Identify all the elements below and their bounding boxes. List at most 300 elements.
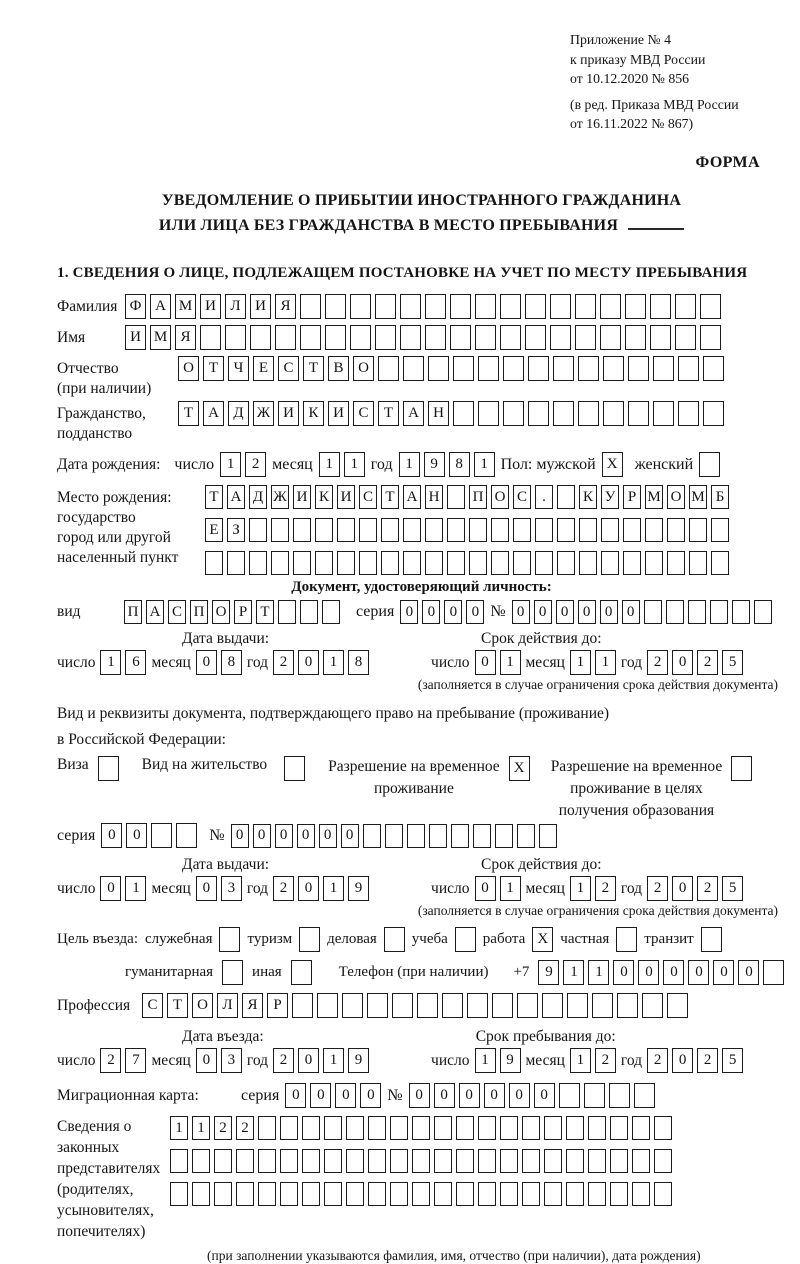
char-cell[interactable] [550, 325, 571, 350]
char-cell[interactable] [403, 518, 421, 542]
char-cell[interactable]: Д [228, 401, 249, 426]
char-cell[interactable]: 1 [100, 650, 121, 675]
char-cell[interactable] [271, 551, 289, 575]
char-cell[interactable] [588, 1116, 606, 1140]
char-cell[interactable] [623, 551, 641, 575]
char-cell[interactable] [542, 993, 563, 1018]
char-cell[interactable]: 1 [323, 1048, 344, 1073]
char-cell[interactable] [425, 294, 446, 319]
char-cell[interactable] [368, 1149, 386, 1173]
char-cell[interactable] [675, 325, 696, 350]
char-cell[interactable] [650, 294, 671, 319]
char-cell[interactable]: 2 [647, 876, 668, 901]
char-cell[interactable] [434, 1182, 452, 1206]
char-cell[interactable]: 0 [672, 650, 693, 675]
char-cell[interactable] [322, 600, 340, 624]
char-cell[interactable]: Т [203, 356, 224, 381]
checkbox-cell[interactable]: X [509, 756, 530, 781]
char-cell[interactable] [703, 356, 724, 381]
char-cell[interactable] [346, 1182, 364, 1206]
char-cell[interactable] [625, 294, 646, 319]
char-cell[interactable] [632, 1149, 650, 1173]
char-cell[interactable]: П [124, 600, 142, 624]
char-cell[interactable]: 0 [409, 1083, 430, 1108]
char-cell[interactable] [302, 1116, 320, 1140]
char-cell[interactable] [192, 1149, 210, 1173]
char-cell[interactable] [500, 325, 521, 350]
char-cell[interactable]: 2 [647, 650, 668, 675]
char-cell[interactable] [473, 824, 491, 848]
char-cell[interactable] [469, 551, 487, 575]
char-cell[interactable]: 1 [125, 876, 146, 901]
char-cell[interactable]: 1 [570, 876, 591, 901]
char-cell[interactable]: 0 [613, 960, 634, 985]
char-cell[interactable]: Б [711, 485, 729, 509]
checkbox-cell[interactable] [731, 756, 752, 781]
char-cell[interactable]: 1 [170, 1116, 188, 1140]
char-cell[interactable] [425, 325, 446, 350]
char-cell[interactable] [447, 551, 465, 575]
char-cell[interactable]: С [168, 600, 186, 624]
checkbox-cell[interactable] [284, 756, 305, 781]
char-cell[interactable]: 0 [298, 1048, 319, 1073]
char-cell[interactable] [553, 401, 574, 426]
char-cell[interactable]: А [203, 401, 224, 426]
char-cell[interactable]: 0 [297, 824, 315, 848]
char-cell[interactable]: С [359, 485, 377, 509]
char-cell[interactable] [317, 993, 338, 1018]
char-cell[interactable]: 9 [500, 1048, 521, 1073]
char-cell[interactable]: Р [234, 600, 252, 624]
char-cell[interactable]: 1 [500, 876, 521, 901]
char-cell[interactable]: 1 [500, 650, 521, 675]
char-cell[interactable] [450, 294, 471, 319]
char-cell[interactable] [478, 1149, 496, 1173]
char-cell[interactable] [407, 824, 425, 848]
char-cell[interactable] [544, 1149, 562, 1173]
char-cell[interactable] [475, 294, 496, 319]
checkbox-cell[interactable] [98, 756, 119, 781]
char-cell[interactable] [645, 518, 663, 542]
char-cell[interactable]: Р [623, 485, 641, 509]
char-cell[interactable]: 0 [101, 823, 122, 848]
char-cell[interactable] [390, 1182, 408, 1206]
char-cell[interactable] [553, 356, 574, 381]
char-cell[interactable] [763, 960, 784, 985]
char-cell[interactable] [478, 1182, 496, 1206]
char-cell[interactable] [214, 1182, 232, 1206]
char-cell[interactable] [392, 993, 413, 1018]
char-cell[interactable]: 0 [512, 600, 530, 624]
checkbox-cell[interactable] [299, 927, 320, 952]
char-cell[interactable] [325, 294, 346, 319]
checkbox-cell[interactable] [222, 960, 243, 985]
char-cell[interactable]: П [190, 600, 208, 624]
char-cell[interactable]: У [601, 485, 619, 509]
char-cell[interactable]: 0 [663, 960, 684, 985]
char-cell[interactable] [258, 1116, 276, 1140]
char-cell[interactable]: 2 [214, 1116, 232, 1140]
char-cell[interactable] [535, 551, 553, 575]
char-cell[interactable] [293, 551, 311, 575]
char-cell[interactable] [603, 356, 624, 381]
char-cell[interactable]: 1 [563, 960, 584, 985]
char-cell[interactable] [500, 1149, 518, 1173]
char-cell[interactable]: 0 [534, 600, 552, 624]
char-cell[interactable] [350, 294, 371, 319]
char-cell[interactable]: 0 [100, 876, 121, 901]
char-cell[interactable]: 8 [221, 650, 242, 675]
char-cell[interactable]: Т [256, 600, 274, 624]
char-cell[interactable] [495, 824, 513, 848]
char-cell[interactable]: Ф [125, 294, 146, 319]
char-cell[interactable] [400, 325, 421, 350]
char-cell[interactable] [300, 600, 318, 624]
char-cell[interactable] [653, 401, 674, 426]
char-cell[interactable] [654, 1182, 672, 1206]
char-cell[interactable]: И [200, 294, 221, 319]
char-cell[interactable]: 0 [335, 1083, 356, 1108]
char-cell[interactable] [385, 824, 403, 848]
char-cell[interactable]: 5 [722, 876, 743, 901]
char-cell[interactable] [346, 1149, 364, 1173]
checkbox-cell[interactable] [455, 927, 476, 952]
char-cell[interactable] [302, 1182, 320, 1206]
char-cell[interactable] [200, 325, 221, 350]
char-cell[interactable] [675, 294, 696, 319]
char-cell[interactable]: 5 [722, 1048, 743, 1073]
char-cell[interactable]: К [579, 485, 597, 509]
char-cell[interactable]: 1 [323, 876, 344, 901]
char-cell[interactable] [417, 993, 438, 1018]
char-cell[interactable]: А [403, 485, 421, 509]
char-cell[interactable]: И [328, 401, 349, 426]
char-cell[interactable]: 0 [126, 823, 147, 848]
char-cell[interactable]: 3 [221, 1048, 242, 1073]
char-cell[interactable]: И [337, 485, 355, 509]
char-cell[interactable]: И [278, 401, 299, 426]
checkbox-cell[interactable] [219, 927, 240, 952]
char-cell[interactable] [678, 356, 699, 381]
char-cell[interactable] [588, 1182, 606, 1206]
char-cell[interactable] [447, 485, 465, 509]
char-cell[interactable] [453, 356, 474, 381]
char-cell[interactable]: 2 [595, 876, 616, 901]
char-cell[interactable] [528, 401, 549, 426]
char-cell[interactable] [601, 518, 619, 542]
char-cell[interactable] [513, 518, 531, 542]
char-cell[interactable]: 2 [273, 1048, 294, 1073]
char-cell[interactable]: 0 [285, 1083, 306, 1108]
char-cell[interactable] [503, 356, 524, 381]
char-cell[interactable]: Я [275, 294, 296, 319]
char-cell[interactable] [500, 294, 521, 319]
char-cell[interactable] [227, 551, 245, 575]
char-cell[interactable] [280, 1149, 298, 1173]
char-cell[interactable]: 1 [399, 452, 420, 477]
char-cell[interactable]: О [192, 993, 213, 1018]
char-cell[interactable]: 0 [600, 600, 618, 624]
checkbox-cell[interactable]: X [532, 927, 553, 952]
char-cell[interactable] [375, 325, 396, 350]
char-cell[interactable] [368, 1182, 386, 1206]
char-cell[interactable] [617, 993, 638, 1018]
char-cell[interactable]: 2 [100, 1048, 121, 1073]
char-cell[interactable]: 3 [221, 876, 242, 901]
char-cell[interactable] [292, 993, 313, 1018]
char-cell[interactable] [600, 294, 621, 319]
char-cell[interactable]: Ж [253, 401, 274, 426]
char-cell[interactable] [249, 551, 267, 575]
char-cell[interactable] [350, 325, 371, 350]
char-cell[interactable] [192, 1182, 210, 1206]
char-cell[interactable]: А [403, 401, 424, 426]
char-cell[interactable]: 1 [570, 1048, 591, 1073]
char-cell[interactable] [275, 325, 296, 350]
char-cell[interactable]: Т [378, 401, 399, 426]
char-cell[interactable] [601, 551, 619, 575]
char-cell[interactable]: К [315, 485, 333, 509]
char-cell[interactable] [667, 993, 688, 1018]
char-cell[interactable]: 0 [534, 1083, 555, 1108]
char-cell[interactable]: М [689, 485, 707, 509]
char-cell[interactable]: 0 [360, 1083, 381, 1108]
char-cell[interactable] [325, 325, 346, 350]
char-cell[interactable]: 0 [672, 1048, 693, 1073]
char-cell[interactable] [428, 356, 449, 381]
char-cell[interactable]: С [353, 401, 374, 426]
char-cell[interactable] [359, 551, 377, 575]
char-cell[interactable] [578, 356, 599, 381]
char-cell[interactable] [610, 1149, 628, 1173]
char-cell[interactable] [300, 325, 321, 350]
char-cell[interactable]: 1 [475, 1048, 496, 1073]
char-cell[interactable] [579, 551, 597, 575]
char-cell[interactable] [381, 551, 399, 575]
char-cell[interactable] [603, 401, 624, 426]
checkbox-cell[interactable] [699, 452, 720, 477]
char-cell[interactable]: И [293, 485, 311, 509]
char-cell[interactable] [324, 1116, 342, 1140]
char-cell[interactable] [478, 1116, 496, 1140]
char-cell[interactable] [628, 356, 649, 381]
char-cell[interactable] [711, 551, 729, 575]
char-cell[interactable] [456, 1149, 474, 1173]
char-cell[interactable] [236, 1182, 254, 1206]
char-cell[interactable] [390, 1149, 408, 1173]
char-cell[interactable]: Т [205, 485, 223, 509]
char-cell[interactable]: А [146, 600, 164, 624]
char-cell[interactable]: М [150, 325, 171, 350]
char-cell[interactable] [642, 993, 663, 1018]
char-cell[interactable]: 0 [466, 600, 484, 624]
char-cell[interactable]: 0 [231, 824, 249, 848]
char-cell[interactable]: . [535, 485, 553, 509]
char-cell[interactable] [475, 325, 496, 350]
char-cell[interactable]: Ч [228, 356, 249, 381]
char-cell[interactable] [375, 294, 396, 319]
char-cell[interactable] [525, 325, 546, 350]
char-cell[interactable] [451, 824, 469, 848]
char-cell[interactable] [280, 1182, 298, 1206]
char-cell[interactable]: Ж [271, 485, 289, 509]
char-cell[interactable]: 8 [449, 452, 470, 477]
char-cell[interactable] [584, 1083, 605, 1108]
char-cell[interactable] [337, 551, 355, 575]
char-cell[interactable]: 2 [697, 1048, 718, 1073]
char-cell[interactable] [623, 518, 641, 542]
char-cell[interactable] [550, 294, 571, 319]
char-cell[interactable] [176, 823, 197, 848]
char-cell[interactable]: К [303, 401, 324, 426]
char-cell[interactable] [634, 1083, 655, 1108]
char-cell[interactable]: 2 [273, 876, 294, 901]
char-cell[interactable] [628, 401, 649, 426]
char-cell[interactable] [453, 401, 474, 426]
char-cell[interactable] [491, 551, 509, 575]
char-cell[interactable] [754, 600, 772, 624]
char-cell[interactable]: 9 [538, 960, 559, 985]
char-cell[interactable] [625, 325, 646, 350]
char-cell[interactable] [400, 294, 421, 319]
char-cell[interactable]: 0 [556, 600, 574, 624]
char-cell[interactable]: М [645, 485, 663, 509]
char-cell[interactable] [337, 518, 355, 542]
char-cell[interactable] [324, 1149, 342, 1173]
char-cell[interactable] [367, 993, 388, 1018]
char-cell[interactable]: 0 [509, 1083, 530, 1108]
char-cell[interactable] [592, 993, 613, 1018]
char-cell[interactable] [667, 551, 685, 575]
char-cell[interactable] [346, 1116, 364, 1140]
char-cell[interactable]: 2 [595, 1048, 616, 1073]
char-cell[interactable] [632, 1116, 650, 1140]
char-cell[interactable] [467, 993, 488, 1018]
char-cell[interactable]: Т [381, 485, 399, 509]
char-cell[interactable]: 6 [125, 650, 146, 675]
char-cell[interactable]: Я [242, 993, 263, 1018]
char-cell[interactable] [535, 518, 553, 542]
char-cell[interactable]: 2 [697, 876, 718, 901]
char-cell[interactable]: В [328, 356, 349, 381]
checkbox-cell[interactable] [384, 927, 405, 952]
char-cell[interactable] [170, 1182, 188, 1206]
char-cell[interactable]: 1 [192, 1116, 210, 1140]
char-cell[interactable] [557, 518, 575, 542]
char-cell[interactable] [403, 356, 424, 381]
char-cell[interactable] [429, 824, 447, 848]
char-cell[interactable] [700, 294, 721, 319]
char-cell[interactable]: 0 [459, 1083, 480, 1108]
char-cell[interactable] [578, 401, 599, 426]
char-cell[interactable] [478, 401, 499, 426]
char-cell[interactable]: 0 [253, 824, 271, 848]
char-cell[interactable] [667, 518, 685, 542]
char-cell[interactable]: Н [425, 485, 443, 509]
char-cell[interactable] [315, 551, 333, 575]
char-cell[interactable] [528, 356, 549, 381]
char-cell[interactable]: М [175, 294, 196, 319]
char-cell[interactable] [456, 1182, 474, 1206]
char-cell[interactable] [522, 1116, 540, 1140]
char-cell[interactable] [456, 1116, 474, 1140]
char-cell[interactable]: А [227, 485, 245, 509]
char-cell[interactable]: 0 [688, 960, 709, 985]
char-cell[interactable] [609, 1083, 630, 1108]
char-cell[interactable] [610, 1182, 628, 1206]
char-cell[interactable]: 0 [400, 600, 418, 624]
char-cell[interactable]: 0 [196, 876, 217, 901]
char-cell[interactable]: З [227, 518, 245, 542]
char-cell[interactable]: 9 [348, 1048, 369, 1073]
char-cell[interactable]: 1 [474, 452, 495, 477]
char-cell[interactable] [557, 551, 575, 575]
char-cell[interactable] [525, 294, 546, 319]
char-cell[interactable] [559, 1083, 580, 1108]
char-cell[interactable] [278, 600, 296, 624]
char-cell[interactable] [315, 518, 333, 542]
char-cell[interactable] [500, 1116, 518, 1140]
char-cell[interactable] [710, 600, 728, 624]
char-cell[interactable] [492, 993, 513, 1018]
char-cell[interactable] [588, 1149, 606, 1173]
char-cell[interactable] [469, 518, 487, 542]
char-cell[interactable] [566, 1116, 584, 1140]
char-cell[interactable]: И [250, 294, 271, 319]
char-cell[interactable] [654, 1116, 672, 1140]
char-cell[interactable]: С [513, 485, 531, 509]
char-cell[interactable]: 7 [125, 1048, 146, 1073]
char-cell[interactable]: 0 [738, 960, 759, 985]
char-cell[interactable]: 9 [424, 452, 445, 477]
checkbox-cell[interactable]: X [602, 452, 623, 477]
char-cell[interactable]: 0 [434, 1083, 455, 1108]
char-cell[interactable] [250, 325, 271, 350]
char-cell[interactable] [644, 600, 662, 624]
char-cell[interactable] [447, 518, 465, 542]
char-cell[interactable]: 0 [298, 876, 319, 901]
char-cell[interactable]: Я [175, 325, 196, 350]
char-cell[interactable]: О [667, 485, 685, 509]
char-cell[interactable] [442, 993, 463, 1018]
char-cell[interactable]: 1 [319, 452, 340, 477]
char-cell[interactable] [600, 325, 621, 350]
char-cell[interactable]: 0 [298, 650, 319, 675]
char-cell[interactable]: Л [225, 294, 246, 319]
char-cell[interactable] [293, 518, 311, 542]
char-cell[interactable] [703, 401, 724, 426]
char-cell[interactable] [170, 1149, 188, 1173]
char-cell[interactable] [689, 518, 707, 542]
char-cell[interactable] [575, 294, 596, 319]
char-cell[interactable] [517, 824, 535, 848]
char-cell[interactable]: Д [249, 485, 267, 509]
char-cell[interactable] [544, 1116, 562, 1140]
char-cell[interactable] [666, 600, 684, 624]
char-cell[interactable] [225, 325, 246, 350]
char-cell[interactable]: 2 [236, 1116, 254, 1140]
char-cell[interactable]: Р [267, 993, 288, 1018]
char-cell[interactable] [271, 518, 289, 542]
char-cell[interactable]: 0 [672, 876, 693, 901]
char-cell[interactable] [539, 824, 557, 848]
char-cell[interactable]: 0 [475, 876, 496, 901]
char-cell[interactable]: П [469, 485, 487, 509]
char-cell[interactable] [359, 518, 377, 542]
char-cell[interactable] [653, 356, 674, 381]
char-cell[interactable] [434, 1149, 452, 1173]
char-cell[interactable] [236, 1149, 254, 1173]
